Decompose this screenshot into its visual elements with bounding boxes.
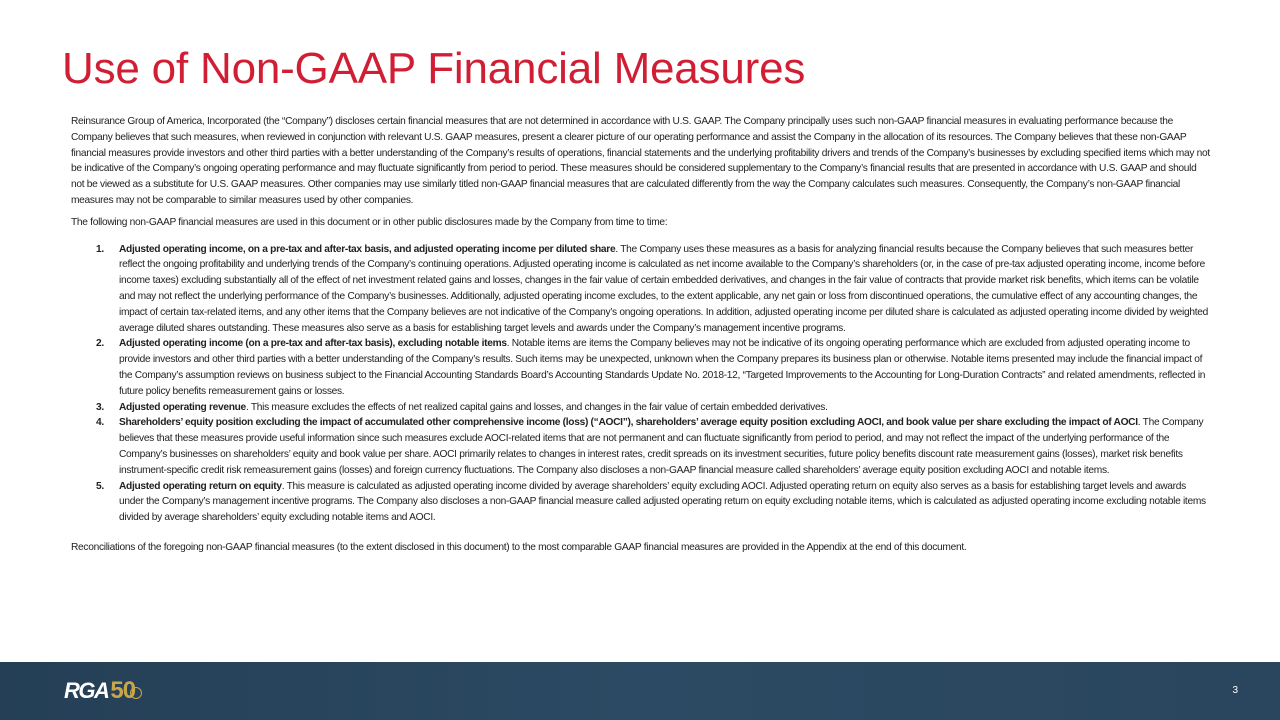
list-item-lead: Shareholders’ equity position excluding the impact of accumulated other comprehensive income (loss) (“AOCI”), shareholders’ average equity position excluding AOCI, and book value per share excluding the impact of AOCI xyxy=(119,417,1138,429)
list-intro-paragraph: The following non-GAAP financial measures are used in this document or in other public disclosures made by the Company from time to time: xyxy=(71,216,668,228)
list-item xyxy=(71,336,1211,399)
list-item-body: . The Company believes that these measures provide useful information since such measures exclude AOCI-related items that are not permanent and can fluctuate significantly from period to period, and may not reflect the impact of the underlying performance of the Company’s businesses on shareholders’ equity and book value per share. AOCI primarily relates to changes in interest rates, credit spreads on its investment securities, future policy benefits discount rate measurement gains (losses), market risk benefits instrument-specific credit risk remeasurement gains (losses) and foreign currency fluctuations. The Company also discloses a non-GAAP financial measure called shareholders’ average equity position excluding AOCI and notable items. xyxy=(119,417,1204,476)
list-item xyxy=(71,242,1211,337)
list-item-body: . Notable items are items the Company believes may not be indicative of its ongoing operating performance which are excluded from adjusted operating income to provide investors and other third parties with a better understanding of the Company’s results. Such items may be unexpected, unknown when the Company prepares its business plan or otherwise. Notable items presented may include the financial impact of the Company’s assumption reviews on business subject to the Financial Accounting Standards Board’s Accounting Standards Update No. 2018-12, “Targeted Improvements to the Accounting for Long-Duration Contracts” and related amendments, reflected in future policy benefits remeasurement gains or losses. xyxy=(119,338,1206,397)
document-body xyxy=(71,114,1211,562)
list-item-number: 2. xyxy=(96,338,104,350)
list-item-number: 1. xyxy=(96,243,104,255)
measures-list xyxy=(71,242,1211,526)
list-item xyxy=(71,400,1211,416)
list-item-number: 3. xyxy=(96,401,104,413)
list-item-number: 5. xyxy=(96,480,104,492)
list-item-body: . This measure excludes the effects of net realized capital gains and losses, and changes in the fair value of certain embedded derivatives. xyxy=(245,401,828,413)
footer-bar xyxy=(0,662,1280,720)
list-item-lead: Adjusted operating revenue xyxy=(119,401,246,413)
anniversary-badge-icon xyxy=(130,687,142,699)
list-item-body: . This measure is calculated as adjusted operating income divided by average shareholders’ equity excluding AOCI. Adjusted operating return on equity also serves as a basis for establishing target levels and awards under the Company’s management incentive programs. The Company also discloses a non-GAAP financial measure called adjusted operating return on equity excluding notable items, which is calculated as adjusted operating income excluding notable items divided by average shareholders’ equity excluding notable items and AOCI. xyxy=(119,480,1206,524)
list-item xyxy=(71,479,1211,526)
rga-logo xyxy=(64,677,142,705)
closing-paragraph: Reconciliations of the foregoing non-GAAP financial measures (to the extent disclosed in this document) to the most comparable GAAP financial measures are provided in the Appendix at the end of this document. xyxy=(71,541,967,553)
page-number: 3 xyxy=(1232,685,1238,696)
logo-anniversary: 50 xyxy=(110,677,136,704)
list-item-lead: Adjusted operating return on equity xyxy=(119,480,282,492)
list-item-lead: Adjusted operating income, on a pre-tax and after-tax basis, and adjusted operating income per diluted share xyxy=(119,243,616,255)
logo-text: RGA xyxy=(64,678,109,703)
list-item-body: . The Company uses these measures as a basis for analyzing financial results because the Company believes that such measures better reflect the ongoing profitability and underlying trends of the Company’s continuing operations. Adjusted operating income is calculated as net income available to the Company’s shareholders (or, in the case of pre-tax adjusted operating income, income before income taxes) excluding substantially all of the effect of net investment related gains and losses, changes in the fair value of certain embedded derivatives, and changes in the fair value of contracts that provide market risk benefits, which items can be volatile and may not reflect the underlying performance of the Company’s businesses. Additionally, adjusted operating income excludes, to the extent applicable, any net gain or loss from discontinued operations, the cumulative effect of any accounting changes, the impact of certain tax-related items, and any other items that the Company believes are not indicative of the Company’s ongoing operations. In addition, adjusted operating income per diluted share is calculated as adjusted operating income divided by weighted average diluted shares outstanding. These measures also serve as a basis for establishing target levels and awards under the Company’s management incentive programs. xyxy=(119,243,1209,334)
list-item-lead: Adjusted operating income (on a pre-tax and after-tax basis), excluding notable items xyxy=(119,338,507,350)
page-title: Use of Non-GAAP Financial Measures xyxy=(62,44,806,93)
list-item xyxy=(71,415,1211,478)
list-item-number: 4. xyxy=(96,417,104,429)
intro-paragraph: Reinsurance Group of America, Incorporated (the “Company”) discloses certain financial measures that are not determined in accordance with U.S. GAAP. The Company principally uses such non-GAAP financial measures in evaluating performance because the Company believes that such measures, when reviewed in conjunction with relevant U.S. GAAP measures, present a clearer picture of our operating performance and assist the Company in the allocation of its resources. The Company believes that these non-GAAP financial measures provide investors and other third parties with a better understanding of the Company’s results of operations, financial statements and the underlying profitability drivers and trends of the Company’s businesses by excluding specified items which may not be indicative of the Company’s ongoing operating performance and may fluctuate significantly from period to period. These measures should be considered supplementary to the Company’s financial results that are presented in accordance with U.S. GAAP and should not be viewed as a substitute for U.S. GAAP measures. Other companies may use similarly titled non-GAAP financial measures that are calculated differently from the way the Company calculates such measures. Consequently, the Company’s non-GAAP financial measures may not be comparable to similar measures used by other companies. xyxy=(71,116,1210,206)
